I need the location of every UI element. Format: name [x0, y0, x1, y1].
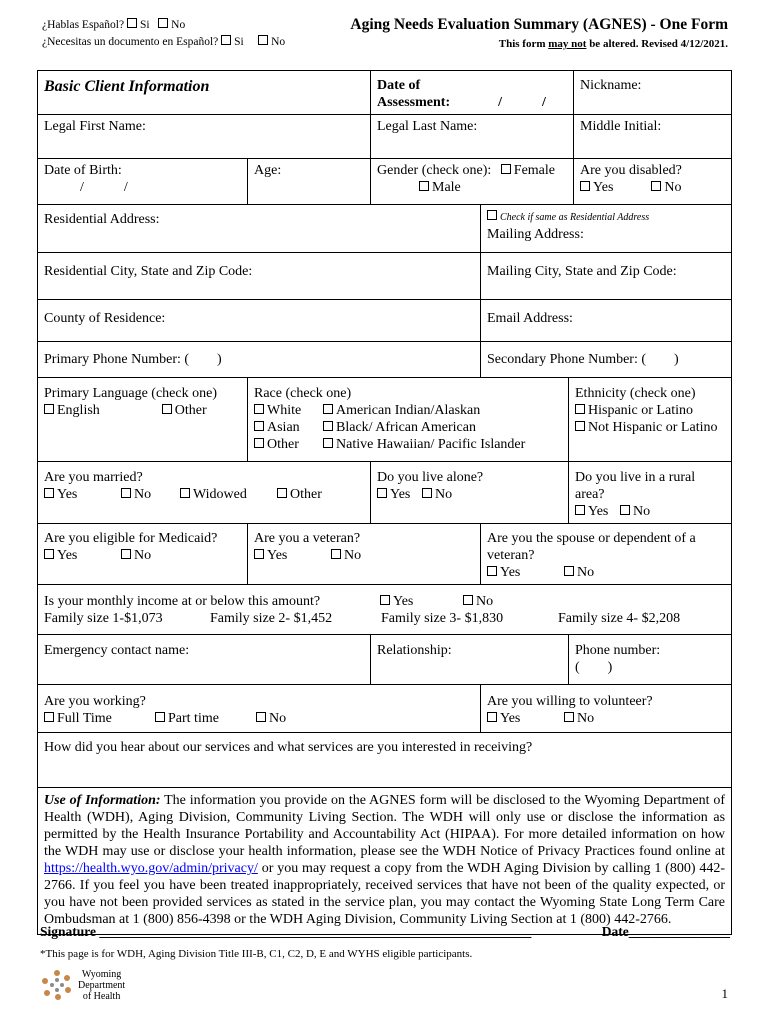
female-checkbox[interactable] — [501, 164, 511, 174]
legal-first-name-field[interactable]: Legal First Name: — [38, 115, 371, 159]
married-field: Are you married? Yes No Widowed Other — [38, 462, 371, 524]
section-title-cell — [38, 71, 371, 115]
medicaid-yes-checkbox[interactable] — [44, 549, 54, 559]
footnote: *This page is for WDH, Aging Division Title III-B, C1, C2, D, E and WYHS eligible participants. — [40, 948, 473, 960]
disabled-field: Are you disabled? Yes No — [574, 159, 732, 205]
english-checkbox[interactable] — [44, 404, 54, 414]
veteran-yes-checkbox[interactable] — [254, 549, 264, 559]
privacy-link[interactable]: https://health.wyo.gov/admin/privacy/ — [44, 861, 258, 876]
relationship-field[interactable]: Relationship: — [371, 635, 569, 685]
medicaid-field: Are you eligible for Medicaid? Yes No — [38, 524, 248, 585]
gender-field: Gender (check one): Female Male — [371, 159, 574, 205]
page-number: 1 — [721, 986, 728, 1001]
married-no-checkbox[interactable] — [121, 488, 131, 498]
middle-initial-field[interactable]: Middle Initial: — [574, 115, 732, 159]
american-indian-checkbox[interactable] — [323, 404, 333, 414]
alone-no-checkbox[interactable] — [422, 488, 432, 498]
married-other-checkbox[interactable] — [277, 488, 287, 498]
section-title: Basic Client Information — [44, 78, 210, 95]
date-assessment-field[interactable]: Date of Assessment: / / — [371, 71, 574, 115]
married-yes-checkbox[interactable] — [44, 488, 54, 498]
residential-address-field[interactable]: Residential Address: — [38, 205, 481, 253]
hispanic-checkbox[interactable] — [575, 404, 585, 414]
ethnicity-field: Ethnicity (check one) Hispanic or Latino Not Hispanic or Latino — [569, 378, 732, 462]
male-checkbox[interactable] — [419, 181, 429, 191]
no-checkbox-2[interactable] — [258, 35, 268, 45]
alone-yes-checkbox[interactable] — [377, 488, 387, 498]
form-subtitle: This form may not be altered. Revised 4/12/2021. — [498, 38, 728, 50]
signature-field[interactable]: Signature ________________________________________________________________ — [40, 924, 532, 939]
residential-city-field[interactable]: Residential City, State and Zip Code: — [38, 253, 481, 300]
wdh-logo-icon — [40, 968, 74, 1002]
mailing-city-field[interactable]: Mailing City, State and Zip Code: — [481, 253, 732, 300]
volunteer-field: Are you willing to volunteer? Yes No — [481, 685, 732, 733]
age-field[interactable]: Age: — [248, 159, 371, 205]
si-checkbox-1[interactable] — [127, 18, 137, 28]
logo-text: Wyoming Department of Health — [78, 968, 126, 1002]
volunteer-no-checkbox[interactable] — [564, 712, 574, 722]
signature-line — [40, 924, 730, 940]
income-no-checkbox[interactable] — [463, 595, 473, 605]
medicaid-no-checkbox[interactable] — [121, 549, 131, 559]
volunteer-yes-checkbox[interactable] — [487, 712, 497, 722]
spanish-question-2: ¿Necesitas un documento en Español? — [42, 36, 219, 48]
email-field[interactable]: Email Address: — [481, 300, 732, 342]
si-label: Si — [139, 19, 150, 31]
emergency-contact-field[interactable]: Emergency contact name: — [38, 635, 371, 685]
services-field[interactable]: How did you hear about our services and what services are you interested in receiving? — [38, 733, 732, 788]
spanish-question-1: ¿Hablas Español? — [42, 19, 125, 31]
form-header — [350, 16, 728, 50]
dob-field[interactable]: Date of Birth: / / — [38, 159, 248, 205]
legal-last-name-field[interactable]: Legal Last Name: — [371, 115, 574, 159]
part-time-checkbox[interactable] — [155, 712, 165, 722]
working-no-checkbox[interactable] — [256, 712, 266, 722]
spouse-vet-no-checkbox[interactable] — [564, 566, 574, 576]
county-field[interactable]: County of Residence: — [38, 300, 481, 342]
spanish-prompt — [42, 17, 285, 51]
spouse-veteran-field: Are you the spouse or dependent of a veteran? Yes No — [481, 524, 732, 585]
disabled-yes-checkbox[interactable] — [580, 181, 590, 191]
nickname-field[interactable]: Nickname: — [574, 71, 732, 115]
disabled-no-checkbox[interactable] — [651, 181, 661, 191]
si-checkbox-2[interactable] — [221, 35, 231, 45]
emergency-phone-field[interactable]: Phone number: ( ) — [569, 635, 732, 685]
same-address-checkbox[interactable] — [487, 210, 497, 220]
full-time-checkbox[interactable] — [44, 712, 54, 722]
hawaiian-checkbox[interactable] — [323, 438, 333, 448]
income-field: Is your monthly income at or below this amount? Yes No Family size 1-$1,073 Family size 2- $1,452 Family size 3- $1,830 Family size 4- $2,208 — [38, 585, 732, 635]
no-label: No — [171, 19, 186, 31]
asian-checkbox[interactable] — [254, 421, 264, 431]
client-info-form — [37, 70, 732, 935]
language-other-checkbox[interactable] — [162, 404, 172, 414]
white-checkbox[interactable] — [254, 404, 264, 414]
form-title: Aging Needs Evaluation Summary (AGNES) - One Form — [350, 16, 728, 33]
not-hispanic-checkbox[interactable] — [575, 421, 585, 431]
language-field: Primary Language (check one) English Other — [38, 378, 248, 462]
primary-phone-field[interactable]: Primary Phone Number: ( ) — [38, 342, 481, 378]
spouse-vet-yes-checkbox[interactable] — [487, 566, 497, 576]
widowed-checkbox[interactable] — [180, 488, 190, 498]
secondary-phone-field[interactable]: Secondary Phone Number: ( ) — [481, 342, 732, 378]
working-field: Are you working? Full Time Part time No — [38, 685, 481, 733]
race-other-checkbox[interactable] — [254, 438, 264, 448]
black-checkbox[interactable] — [323, 421, 333, 431]
live-alone-field: Do you live alone? Yes No — [371, 462, 569, 524]
wdh-logo — [40, 968, 125, 1002]
veteran-no-checkbox[interactable] — [331, 549, 341, 559]
use-of-information: Use of Information: The information you provide on the AGNES form will be disclosed to the Wyoming Department of Health (WDH), Aging Division, Community Living Section. The WDH will only use or disclose the information as permitted by the Health Insurance Portability and Accountability Act (HIPAA). For more detailed information on how the WDH may use or disclose your health information, please see the WDH Notice of Privacy Practices found online at https://health.wyo.gov/admin/privacy/ or you may request a copy from the WDH Aging Division by calling 1 (800) 442-2766. If you feel you have been treated inappropriately, received services that have not been of the quality expected, or you have not been provided services as stated in the service plan, you may contact the Wyoming State Long Term Care Ombudsman at 1 (800) 856-4398 or the WDH Aging Division, Community Living Section at 1 (800) 442-2766. — [38, 788, 732, 935]
mailing-address-field[interactable]: Check if same as Residential Address Mailing Address: — [481, 205, 732, 253]
veteran-field: Are you a veteran? Yes No — [248, 524, 481, 585]
race-field: Race (check one) White American Indian/Alaskan Asian Black/ African American Other Native Hawaiian/ Pacific Islander — [248, 378, 569, 462]
no-checkbox-1[interactable] — [158, 18, 168, 28]
rural-yes-checkbox[interactable] — [575, 505, 585, 515]
si-label: Si — [234, 36, 244, 48]
date-field[interactable]: Date_______________ — [601, 924, 730, 939]
rural-no-checkbox[interactable] — [620, 505, 630, 515]
no-label: No — [271, 36, 286, 48]
info-heading: Use of Information: — [44, 793, 161, 808]
rural-field: Do you live in a rural area? Yes No — [569, 462, 732, 524]
income-yes-checkbox[interactable] — [380, 595, 390, 605]
